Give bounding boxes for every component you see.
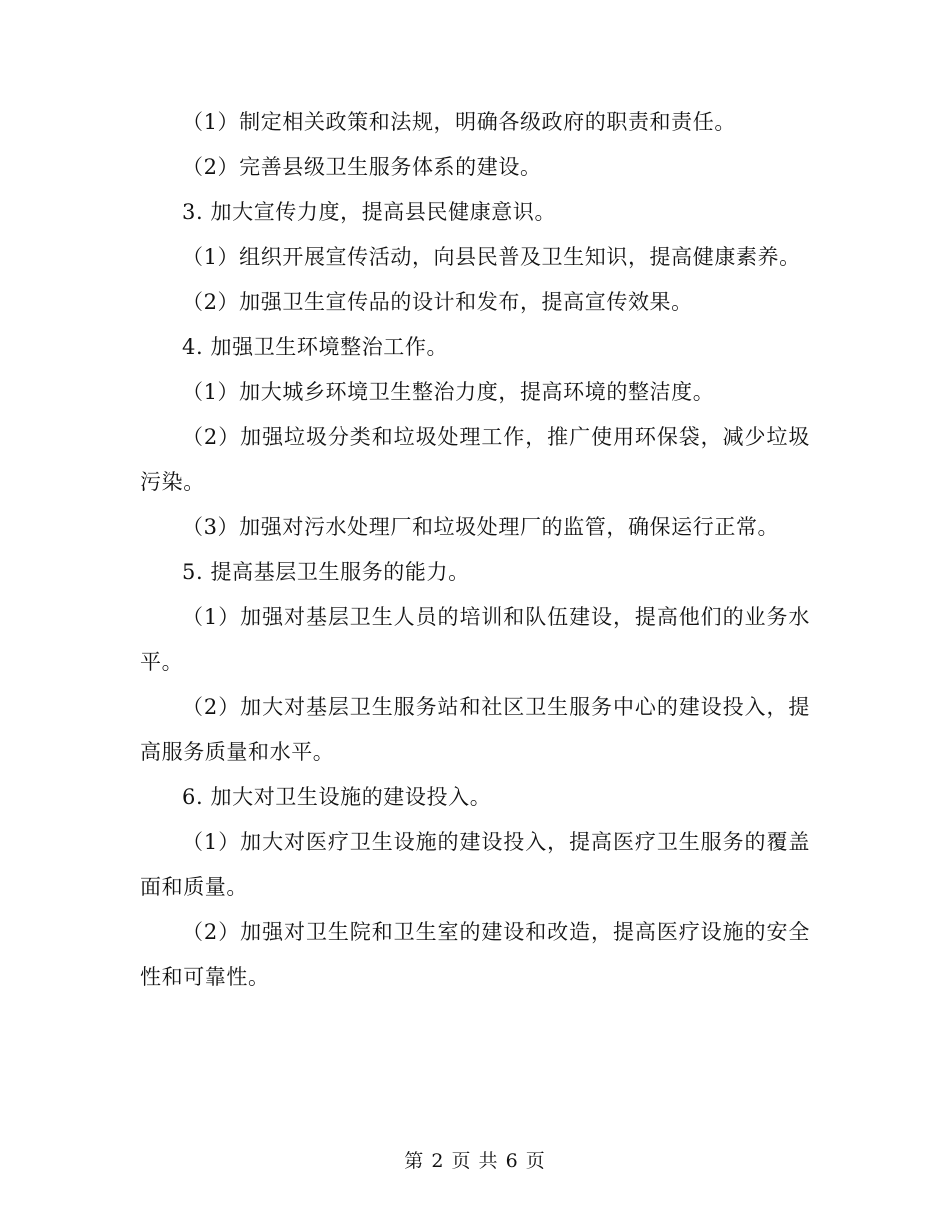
paragraph-15: （2）加强对卫生院和卫生室的建设和改造，提高医疗设施的安全性和可靠性。 [140,920,810,989]
footer-page-word: 页 [451,1150,472,1172]
page-number-footer [0,1146,950,1173]
footer-total-word: 共 [478,1150,499,1172]
section-heading-4: 4. 加强卫生环境整治工作。 [182,335,449,359]
paragraph-7: （1）加大城乡环境卫生整治力度，提高环境的整洁度。 [182,380,715,404]
paragraph-5: （2）加强卫生宣传品的设计和发布，提高宣传效果。 [182,290,693,314]
section-heading-3: 3. 加大宣传力度，提高县民健康意识。 [182,200,557,224]
footer-current-page: 2 [431,1150,445,1172]
paragraph-14: （1）加大对医疗卫生设施的建设投入，提高医疗卫生服务的覆盖面和质量。 [140,830,810,899]
paragraph-1: （1）制定相关政策和法规，明确各级政府的职责和责任。 [182,110,736,134]
section-heading-5: 5. 提高基层卫生服务的能力。 [182,560,470,584]
paragraph-9: （3）加强对污水处理厂和垃圾处理厂的监管，确保运行正常。 [182,515,780,539]
footer-suffix: 页 [525,1150,546,1172]
section-heading-6: 6. 加大对卫生设施的建设投入。 [182,785,492,809]
paragraph-12: （2）加大对基层卫生服务站和社区卫生服务中心的建设投入，提高服务质量和水平。 [140,695,810,764]
paragraph-11: （1）加强对基层卫生人员的培训和队伍建设，提高他们的业务水平。 [140,605,810,674]
paragraph-8: （2）加强垃圾分类和垃圾处理工作，推广使用环保袋，减少垃圾污染。 [140,425,810,494]
paragraph-2: （2）完善县级卫生服务体系的建设。 [182,155,542,179]
document-body [140,100,810,1000]
paragraph-4: （1）组织开展宣传活动，向县民普及卫生知识，提高健康素养。 [182,245,801,269]
footer-prefix: 第 [404,1150,425,1172]
footer-total-pages: 6 [505,1150,519,1172]
